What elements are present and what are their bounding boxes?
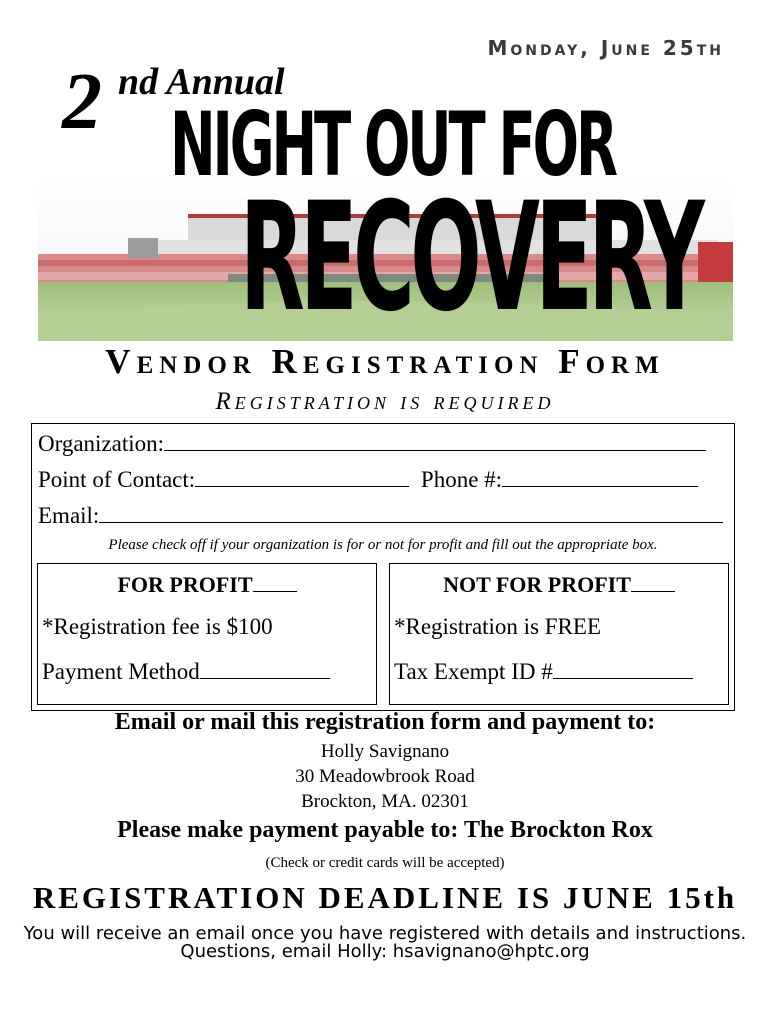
phone-label: Phone #: [420,467,503,492]
mailing-street: 30 Meadowbrook Road [295,766,475,787]
payment-method-input-line[interactable] [200,658,330,679]
mailing-name: Holly Savignano [320,741,450,762]
not-for-profit-heading: NOT FOR PROFIT [390,572,728,598]
organization-input-line[interactable] [164,430,706,451]
tax-exempt-label: Tax Exempt ID # [394,659,553,684]
for-profit-box [37,563,377,705]
email-input-line[interactable] [99,502,723,523]
footer-contact: Questions, email Holly: hsavignano@hptc.org [180,941,590,962]
tax-exempt-input-line[interactable] [553,658,693,679]
registration-form-box [31,423,735,711]
ordinal-text: nd Annual [118,61,285,103]
profit-instruction: Please check off if your organization is for or not for profit and fill out the appropriate box. [108,537,658,553]
not-for-profit-fee: *Registration is FREE [394,614,601,639]
payment-method-row [42,658,330,685]
event-date: Monday, June 25th [487,36,724,60]
mailing-heading: Email or mail this registration form and payment to: [114,709,656,735]
for-profit-fee: *Registration fee is $100 [42,614,273,639]
contact-label: Point of Contact: [38,467,196,492]
event-title-line2: RECOVERY [240,171,701,345]
email-label: Email: [38,503,100,528]
payment-payable: Please make payment payable to: The Brockton Rox [117,817,653,843]
payment-accepted: (Check or credit cards will be accepted) [265,855,505,871]
email-row [38,502,723,530]
ordinal-number: 2 [62,58,102,146]
mailing-city: Brockton, MA. 02301 [301,791,469,812]
form-subtitle: Registration is required [215,388,555,415]
event-title-line1: NIGHT OUT FOR [170,93,615,196]
for-profit-checkbox-line[interactable] [253,575,297,592]
payment-method-label: Payment Method [42,659,200,684]
not-for-profit-checkbox-line[interactable] [631,575,675,592]
form-title: Vendor Registration Form [105,342,665,381]
phone-input-line[interactable] [502,466,698,487]
contact-row [38,466,698,494]
not-for-profit-box [389,563,729,705]
for-profit-heading: FOR PROFIT [38,572,376,598]
footer-line1: You will receive an email once you have registered with details and instructions. [23,923,747,944]
contact-input-line[interactable] [195,466,409,487]
tax-exempt-row [394,658,693,685]
organization-label: Organization: [38,431,165,456]
registration-deadline: REGISTRATION DEADLINE IS JUNE 15th [32,880,738,915]
organization-row [38,430,706,458]
